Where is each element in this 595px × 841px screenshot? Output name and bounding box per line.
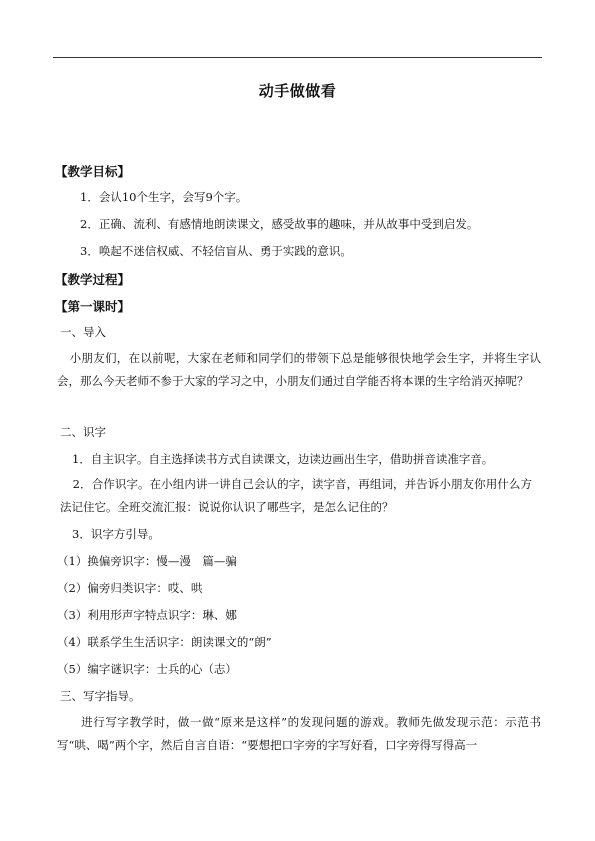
literacy-heading: 二、识字 [60,425,106,439]
method-item-3: （3）利用形声字特点识字：琳、娜 [57,608,237,622]
method-item-1: （1）换偏旁识字：慢—漫 篇—骗 [57,554,237,568]
intro-paragraph: 小朋友们，在以前呢，大家在老师和同学们的带领下总是能够很快地学会生字，并将生字认会，那么今天老师不参于大家的学习之中，小朋友们通过自学能否将本课的生字给消灭掉呢？ [57,351,541,388]
header-rule [53,57,542,58]
intro-heading: 一、导入 [60,325,106,339]
goal-item-2: 2．正确、流利、有感情地朗读课文，感受故事的趣味，并从故事中受到启发。 [80,217,479,231]
method-item-4: （4）联系学生生活识字：朗读课文的“朗” [57,635,272,649]
writing-paragraph: 进行写字教学时，做一做“原来是这样”的发现问题的游戏。教师先做发现示范：示范书写“哄、喝”两个字，然后自言自语：“要想把口字旁的字写好看，口字旁得写得高一 [57,715,541,752]
lesson1-heading: 【第一课时】 [55,299,131,314]
literacy-step-3: 3．识字方引导。 [72,527,160,541]
literacy-step-2: 2．合作识字。在小组内讲一讲自己会认的字，读字音，再组词，并告诉小朋友你用什么方法记住它。全班交流汇报：说说你认识了哪些字，是怎么记住的？ [60,477,532,514]
goals-heading: 【教学目标】 [55,164,131,179]
goal-item-1: 1．会认10个生字，会写9个字。 [80,190,248,204]
method-item-5: （5）编字谜识字：士兵的心（志） [57,662,237,676]
document-title: 动手做做看 [258,82,337,100]
method-item-2: （2）偏旁归类识字：哎、哄 [57,581,203,595]
goal-item-3: 3．唤起不迷信权威、不轻信盲从、勇于实践的意识。 [80,244,352,258]
literacy-step-1: 1．自主识字。自主选择读书方式自读课文，边读边画出生字，借助拼音读准字音。 [72,452,494,466]
process-heading: 【教学过程】 [55,272,131,287]
writing-heading: 三、写字指导。 [60,689,141,703]
